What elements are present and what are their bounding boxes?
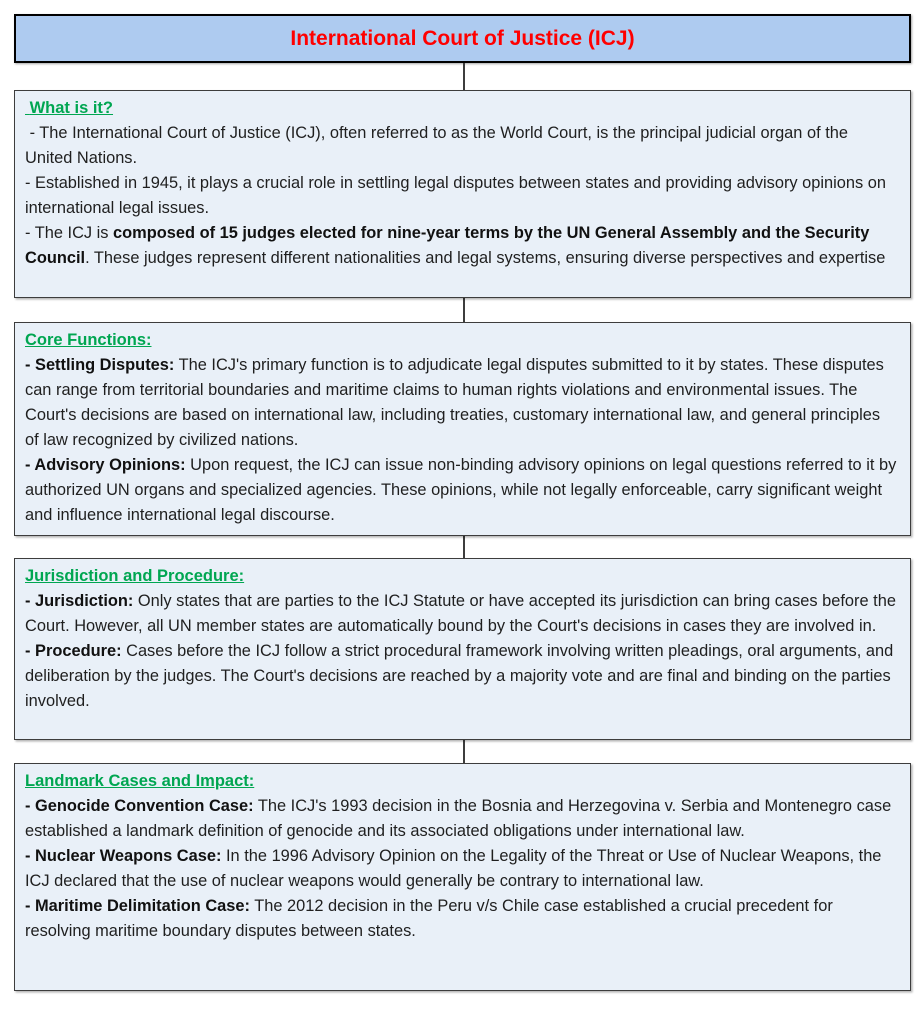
bold-text-run: composed of 15 judges elected for nine-year terms by the UN General Assembly and the Security Council [25, 224, 874, 267]
connector-line-2 [463, 298, 465, 322]
bold-text-run: - Procedure: [25, 642, 122, 660]
paragraph [25, 453, 901, 528]
connector-line-4 [463, 740, 465, 763]
text-run: - Established in 1945, it plays a crucial role in settling legal disputes between states and providing advisory opinions on international legal issues. [25, 174, 891, 217]
text-run: The 2012 decision in the Peru v/s Chile case established a crucial precedent for resolving maritime boundary disputes between states. [25, 897, 838, 940]
paragraph [25, 639, 898, 714]
section-landmark-cases-and-impact [14, 763, 911, 991]
section-body [25, 794, 898, 944]
bold-text-run: - Jurisdiction: [25, 592, 134, 610]
bold-text-run: - Settling Disputes: [25, 356, 175, 374]
text-run: - The International Court of Justice (ICJ), often referred to as the World Court, is the principal judicial organ of the United Nations. [25, 124, 853, 167]
text-run: - The ICJ is [25, 224, 114, 242]
bold-text-run: - Genocide Convention Case: [25, 797, 254, 815]
paragraph [25, 794, 898, 844]
text-run: In the 1996 Advisory Opinion on the Legality of the Threat or Use of Nuclear Weapons, the ICJ declared that the use of nuclear weapons would generally be contrary to international law. [25, 847, 886, 890]
section-what-is-it [14, 90, 911, 298]
section-heading: Landmark Cases and Impact: [25, 772, 255, 790]
text-run: Cases before the ICJ follow a strict procedural framework involving written pleadings, oral arguments, and deliberation by the judges. The Court's decisions are reached by a majority vote and are final and binding on the parties involved. [25, 642, 898, 710]
paragraph [25, 589, 901, 639]
paragraph [25, 353, 898, 453]
text-run: Upon request, the ICJ can issue non-binding advisory opinions on legal questions referred to it by authorized UN organs and specialized agencies. These opinions, while not legally enforceable, carry significant weight and influence international legal discourse. [25, 456, 901, 524]
paragraph [25, 221, 898, 271]
bold-text-run: - Advisory Opinions: [25, 456, 186, 474]
bold-text-run: - Maritime Delimitation Case: [25, 897, 250, 915]
section-body [25, 121, 898, 271]
section-heading: Jurisdiction and Procedure: [25, 567, 245, 585]
paragraph [25, 121, 898, 171]
section-body [25, 589, 901, 714]
bold-text-run: - Nuclear Weapons Case: [25, 847, 222, 865]
section-body [25, 353, 901, 528]
paragraph [25, 171, 898, 221]
section-core-functions [14, 322, 911, 536]
connector-line-3 [463, 536, 465, 558]
text-run: Only states that are parties to the ICJ Statute or have accepted its jurisdiction can bring cases before the Court. However, all UN member states are automatically bound by the Court's decisions in cases they are involved in. [25, 592, 901, 635]
page-title: International Court of Justice (ICJ) [290, 26, 635, 50]
connector-line-1 [463, 63, 465, 90]
paragraph [25, 894, 898, 944]
paragraph [25, 844, 898, 894]
section-heading: Core Functions: [25, 331, 152, 349]
text-run: . These judges represent different nationalities and legal systems, ensuring diverse perspectives and expertise [85, 249, 886, 267]
section-heading: What is it? [25, 99, 114, 117]
text-run: The ICJ's primary function is to adjudicate legal disputes submitted to it by states. These disputes can range from territorial boundaries and maritime claims to human rights violations and environmental issues. The Court's decisions are based on international law, including treaties, customary international law, and general principles of law recognized by civilized nations. [25, 356, 889, 449]
title-box [14, 14, 911, 63]
section-jurisdiction-and-procedure [14, 558, 911, 740]
text-run: The ICJ's 1993 decision in the Bosnia and Herzegovina v. Serbia and Montenegro case established a landmark definition of genocide and its associated obligations under international law. [25, 797, 896, 840]
